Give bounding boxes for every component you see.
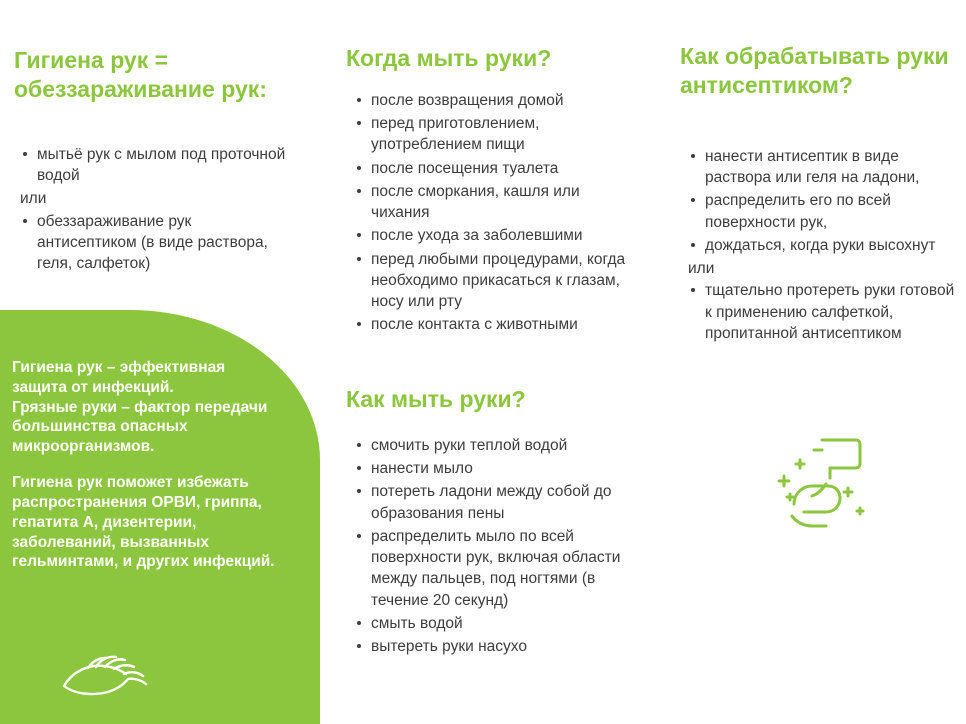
list-item: тщательно протереть руки готовой к применению салфеткой, пропитанной антисептиком	[688, 280, 964, 344]
left-or-label: или	[20, 190, 47, 208]
list-item: нанести мыло	[354, 458, 642, 479]
left-list-part-one	[20, 144, 288, 186]
green-paragraph-2: Грязные руки – фактор передачи большинства опасных микроорганизмов.	[12, 398, 268, 456]
green-panel-text	[12, 358, 284, 572]
soap-dispenser-hand-icon	[764, 432, 884, 542]
green-paragraph-1: Гигиена рук – эффективная защита от инфекций.	[12, 359, 226, 396]
list-item: потереть ладони между собой до образования пены	[354, 481, 642, 523]
antiseptic-list-part-one	[688, 146, 964, 256]
green-paragraph-3: Гигиена рук поможет избежать распространения ОРВИ, гриппа, гепатита А, дизентерии, заболеваний, вызванных гельминтами, и других инфекций.	[12, 474, 275, 571]
list-item: после сморкания, кашля или чихания	[354, 181, 642, 223]
right-or-label: или	[688, 260, 715, 278]
list-item: после ухода за заболевшими	[354, 225, 642, 246]
list-item: смыть водой	[354, 613, 642, 634]
left-list-part-two	[20, 211, 288, 275]
list-item: распределить его по всей поверхности рук,	[688, 190, 964, 232]
list-item: обеззараживание рук антисептиком (в виде раствора, геля, салфеток)	[20, 211, 288, 275]
list-item: перед любыми процедурами, когда необходимо прикасаться к глазам, носу или рту	[354, 249, 642, 313]
when-to-wash-list	[354, 90, 642, 338]
list-item: перед приготовлением, употреблением пищи	[354, 113, 642, 155]
middle-column	[336, 0, 654, 724]
list-item: после контакта с животными	[354, 314, 642, 335]
list-item: смочить руки теплой водой	[354, 435, 642, 456]
list-item: вытереть руки насухо	[354, 636, 642, 657]
antiseptic-title: Как обрабатывать руки антисептиком?	[680, 43, 949, 98]
green-info-panel	[0, 310, 320, 724]
list-item: дождаться, когда руки высохнут	[688, 235, 964, 256]
when-to-wash-title: Когда мыть руки?	[346, 45, 552, 71]
right-column	[668, 0, 966, 724]
list-item: после возвращения домой	[354, 90, 642, 111]
washing-hand-icon	[58, 646, 154, 702]
list-item: мытьё рук с мылом под проточной водой	[20, 144, 288, 186]
list-item: нанести антисептик в виде раствора или геля на ладони,	[688, 146, 964, 188]
how-to-wash-title: Как мыть руки?	[346, 386, 526, 412]
left-column	[0, 0, 320, 724]
how-to-wash-list	[354, 435, 642, 659]
left-hand-hygiene-list	[20, 144, 288, 276]
antiseptic-list-part-two	[688, 280, 964, 344]
list-item: распределить мыло по всей поверхности рук, включая области между пальцев, под ногтями (в течение 20 секунд)	[354, 526, 642, 611]
left-section-title: Гигиена рук = обеззараживание рук:	[14, 47, 267, 102]
list-item: после посещения туалета	[354, 158, 642, 179]
antiseptic-list	[688, 146, 964, 346]
